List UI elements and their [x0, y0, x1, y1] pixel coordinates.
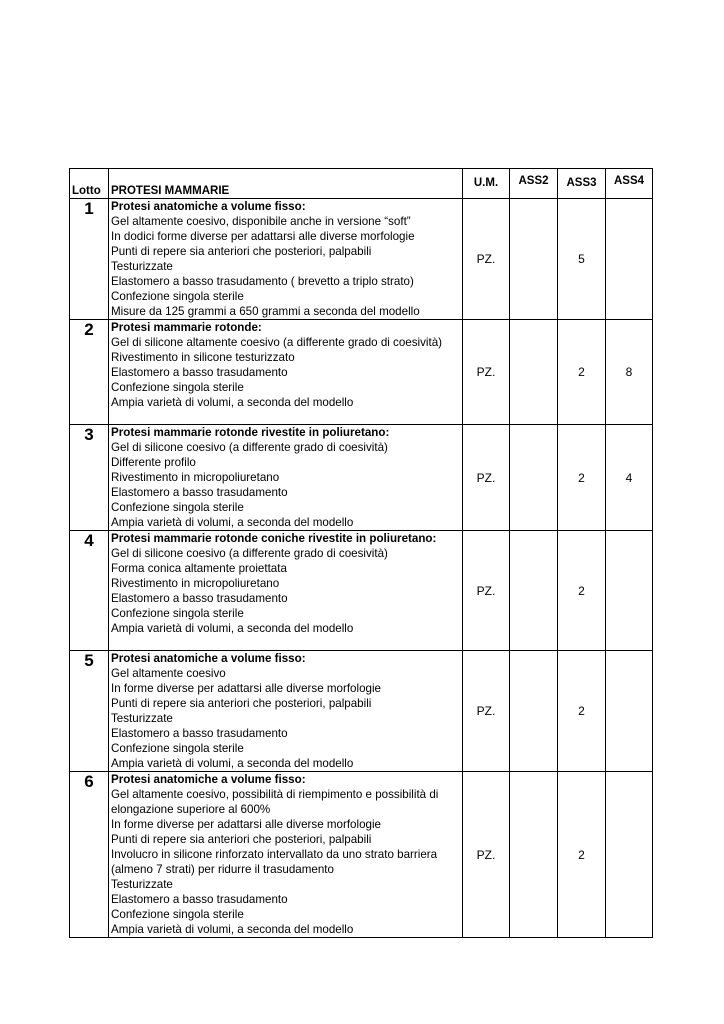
lotto-description: [109, 199, 463, 320]
lotto-number: 4: [70, 531, 109, 651]
lotto-heading: Protesi anatomiche a volume fisso:: [111, 200, 306, 213]
cell-um: PZ.: [463, 199, 510, 320]
lotto-spec-line: elongazione superiore al 600%: [111, 803, 271, 816]
cell-ass2: [510, 320, 558, 425]
lotto-spec-line: Rivestimento in silicone testurizzato: [111, 351, 295, 364]
document-title: [0, 100, 652, 160]
lotto-number: 2: [70, 320, 109, 425]
table-row: [70, 425, 653, 531]
header-lotto: Lotto: [70, 169, 109, 199]
cell-ass4: [606, 199, 653, 320]
cell-ass2: [510, 651, 558, 772]
cell-ass4: [606, 651, 653, 772]
table-row: [70, 320, 653, 425]
lotto-spec-line: Confezione singola sterile: [111, 501, 244, 514]
lotto-spec-line: Misure da 125 grammi a 650 grammi a seconda del modello: [111, 305, 420, 318]
lotto-description: [109, 651, 463, 772]
lotto-spec-line: In forme diverse per adattarsi alle diverse morfologie: [111, 682, 382, 695]
lotto-spec-line: Gel altamente coesivo: [111, 667, 226, 680]
lotto-spec-line: In forme diverse per adattarsi alle diverse morfologie: [111, 818, 382, 831]
cell-ass4: 4: [606, 425, 653, 531]
lotto-spec-line: Ampia varietà di volumi, a seconda del modello: [111, 622, 354, 635]
lotto-spec-line: Ampia varietà di volumi, a seconda del modello: [111, 757, 354, 770]
lotto-spec-line: Elastomero a basso trasudamento: [111, 727, 288, 740]
lotto-spec-line: Testurizzate: [111, 260, 173, 273]
lotto-spec-line: Confezione singola sterile: [111, 742, 244, 755]
lotto-spec-line: Elastomero a basso trasudamento: [111, 893, 288, 906]
lotto-spec-line: Gel altamente coesivo, possibilità di riempimento e possibilità di: [111, 788, 439, 801]
cell-ass4: [606, 531, 653, 651]
cell-um: PZ.: [463, 320, 510, 425]
cell-ass4: [606, 772, 653, 938]
cell-ass4: 8: [606, 320, 653, 425]
header-ass2: ASS2: [510, 169, 558, 199]
lotto-spec-line: Gel di silicone coesivo (a differente grado di coesività): [111, 441, 388, 454]
cell-ass2: [510, 199, 558, 320]
lotto-spec-line: Punti di repere sia anteriori che posteriori, palpabili: [111, 697, 372, 710]
lotto-description: [109, 772, 463, 938]
lotto-description: [109, 425, 463, 531]
table-row: [70, 651, 653, 772]
cell-ass2: [510, 772, 558, 938]
lotto-spec-line: Punti di repere sia anteriori che posteriori, palpabili: [111, 833, 372, 846]
lotto-spec-line: Ampia varietà di volumi, a seconda del modello: [111, 923, 354, 936]
lotto-heading: Protesi mammarie rotonde:: [111, 321, 262, 334]
lotto-spec-line: Confezione singola sterile: [111, 908, 244, 921]
cell-ass3: 2: [558, 651, 606, 772]
cell-um: PZ.: [463, 651, 510, 772]
lotto-spec-line: Rivestimento in micropoliuretano: [111, 471, 280, 484]
cell-ass2: [510, 531, 558, 651]
cell-um: PZ.: [463, 425, 510, 531]
lotto-spec-line: Gel altamente coesivo, disponibile anche in versione “soft”: [111, 215, 411, 228]
header-um: U.M.: [463, 169, 510, 199]
lotto-spec-line: In dodici forme diverse per adattarsi alle diverse morfologie: [111, 230, 415, 243]
lotto-spec-line: Elastomero a basso trasudamento: [111, 486, 288, 499]
lotto-spec-line: Confezione singola sterile: [111, 381, 244, 394]
cell-ass2: [510, 425, 558, 531]
lotto-number: 3: [70, 425, 109, 531]
cell-um: PZ.: [463, 531, 510, 651]
header-ass3: ASS3: [558, 169, 606, 199]
lotto-heading: Protesi mammarie rotonde coniche rivestite in poliuretano:: [111, 532, 437, 545]
table-row: [70, 772, 653, 938]
lotto-spec-line: Confezione singola sterile: [111, 607, 244, 620]
lotto-spec-line: (almeno 7 strati) per ridurre il trasudamento: [111, 863, 334, 876]
requirements-table: [69, 168, 653, 938]
cell-um: PZ.: [463, 772, 510, 938]
header-ass4: ASS4: [606, 169, 653, 199]
cell-ass3: 5: [558, 199, 606, 320]
lotto-spec-line: Elastomero a basso trasudamento ( brevetto a triplo strato): [111, 275, 414, 288]
lotto-spec-line: Rivestimento in micropoliuretano: [111, 577, 280, 590]
lotto-spec-line: Involucro in silicone rinforzato intervallato da uno strato barriera: [111, 848, 438, 861]
lotto-heading: Protesi anatomiche a volume fisso:: [111, 773, 306, 786]
lotto-spec-line: Punti di repere sia anteriori che posteriori, palpabili: [111, 245, 372, 258]
lotto-spec-line: Ampia varietà di volumi, a seconda del modello: [111, 516, 354, 529]
lotto-spec-line: Differente profilo: [111, 456, 196, 469]
cell-ass3: 2: [558, 531, 606, 651]
lotto-spec-line: Forma conica altamente proiettata: [111, 562, 287, 575]
lotto-number: 6: [70, 772, 109, 938]
table-row: [70, 199, 653, 320]
lotto-description: [109, 320, 463, 425]
lotto-spec-line: Confezione singola sterile: [111, 290, 244, 303]
lotto-spec-line: Ampia varietà di volumi, a seconda del modello: [111, 396, 354, 409]
cell-ass3: 2: [558, 425, 606, 531]
cell-ass3: 2: [558, 320, 606, 425]
cell-ass3: 2: [558, 772, 606, 938]
header-row: [70, 169, 653, 199]
lotto-spec-line: Testurizzate: [111, 878, 173, 891]
lotto-spec-line: Gel di silicone altamente coesivo (a differente grado di coesività): [111, 336, 443, 349]
table-row: [70, 531, 653, 651]
lotto-number: 1: [70, 199, 109, 320]
lotto-spec-line: Elastomero a basso trasudamento: [111, 592, 288, 605]
lotto-description: [109, 531, 463, 651]
lotto-spec-line: Gel di silicone coesivo (a differente grado di coesività): [111, 547, 388, 560]
lotto-spec-line: Elastomero a basso trasudamento: [111, 366, 288, 379]
header-description: PROTESI MAMMARIE: [109, 169, 463, 199]
lotto-heading: Protesi mammarie rotonde rivestite in poliuretano:: [111, 426, 390, 439]
lotto-heading: Protesi anatomiche a volume fisso:: [111, 652, 306, 665]
lotto-number: 5: [70, 651, 109, 772]
lotto-spec-line: Testurizzate: [111, 712, 173, 725]
